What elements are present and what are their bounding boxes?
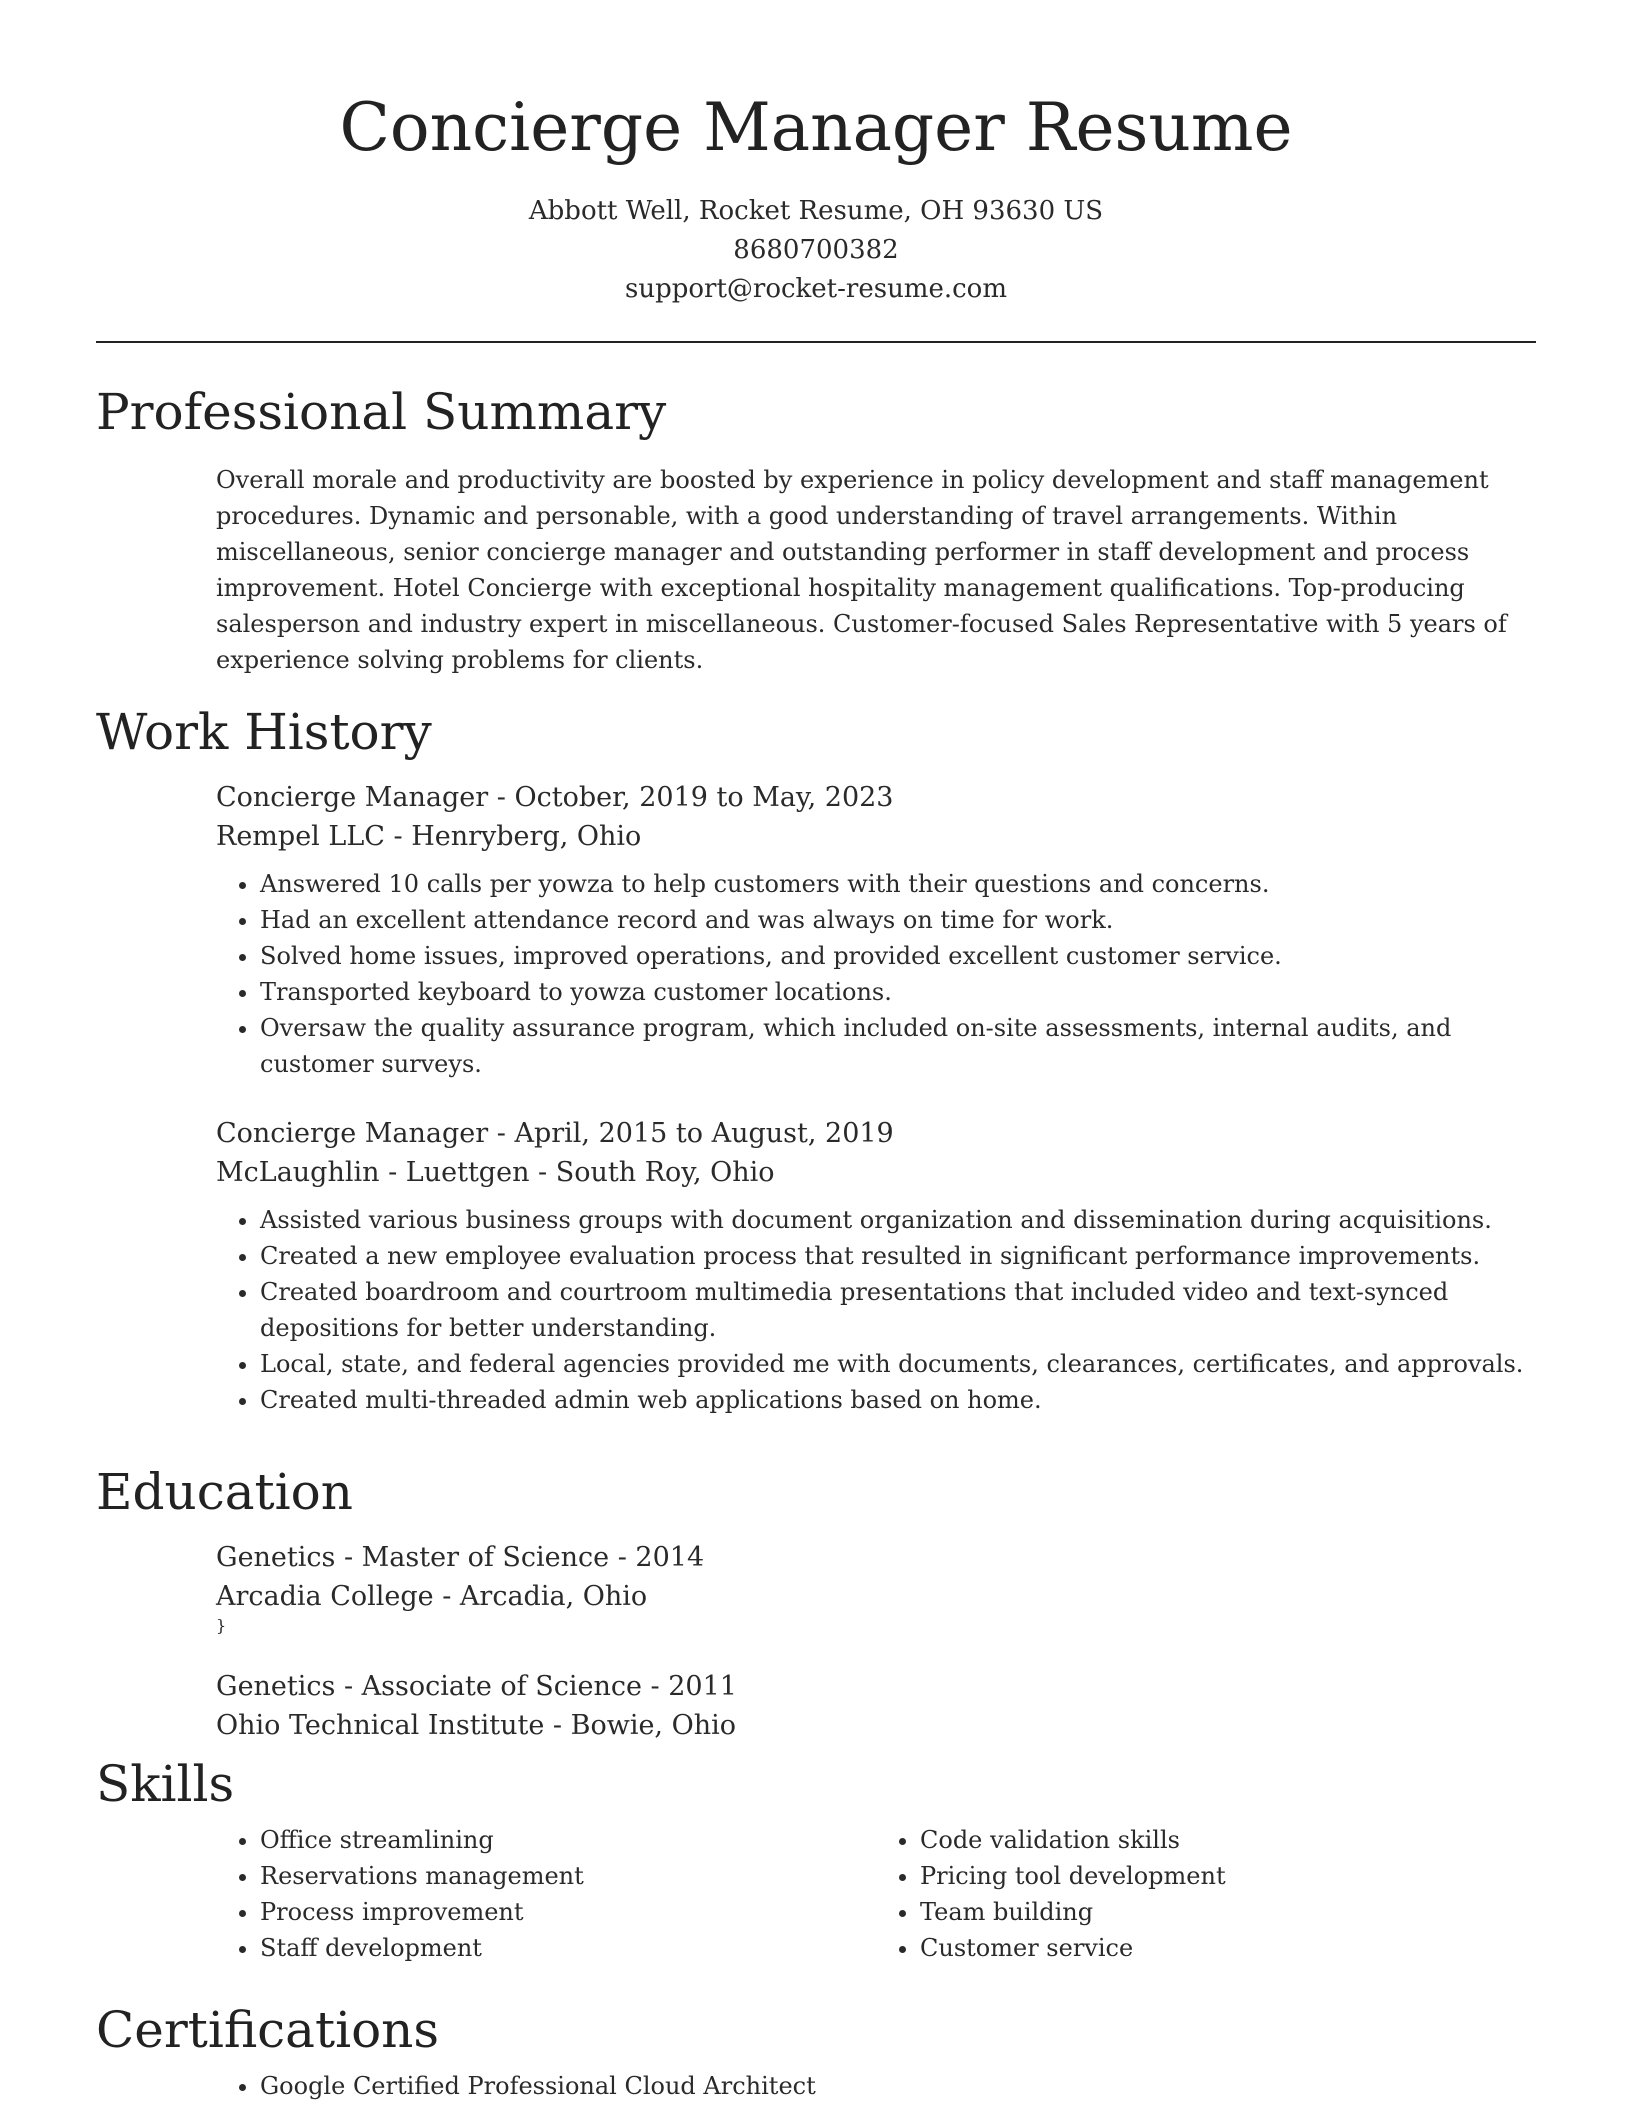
list-item: • Code validation skills — [920, 1822, 1536, 1858]
degree-line: Genetics - Master of Science - 2014 — [216, 1542, 705, 1573]
contact-info — [96, 192, 1536, 309]
list-item: • Customer service — [920, 1930, 1536, 1966]
list-item: • Staff development — [260, 1930, 876, 1966]
summary-text: Overall morale and productivity are boosted by experience in policy development and staff management procedures. Dynamic and personable, with a good understanding of travel arrangements. Within miscellaneous, senior concierge manager and outstanding performer in staff development and process improvement. Hotel Concierge with exceptional hospitality management qualifications. Top-producing salesperson and industry expert in miscellaneous. Customer-focused Sales Representative with 5 years of experience solving problems for clients. — [216, 466, 1507, 674]
certifications-list — [216, 2068, 1580, 2104]
work-history-heading: Work History — [96, 703, 432, 761]
list-item: • Team building — [920, 1894, 1536, 1930]
job-org-line: Rempel LLC - Henryberg, Ohio — [216, 821, 642, 852]
skills-column-right — [876, 1822, 1536, 1966]
list-item: • Transported keyboard to yowza customer locations. — [260, 974, 1536, 1010]
list-item: • Created a new employee evaluation process that resulted in significant performance improvements. — [260, 1238, 1536, 1274]
school-line: Arcadia College - Arcadia, Ohio — [216, 1581, 648, 1612]
education-heading: Education — [96, 1463, 353, 1521]
list-item: • Office streamlining — [260, 1822, 876, 1858]
list-item: • Solved home issues, improved operations, and provided excellent customer service. — [260, 938, 1536, 974]
list-item: • Had an excellent attendance record and was always on time for work. — [260, 902, 1536, 938]
job-title-line: Concierge Manager - October, 2019 to May, 2023 — [216, 782, 894, 813]
skills-grid — [216, 1822, 1536, 1966]
job-entry — [216, 1114, 1536, 1418]
education-entry — [216, 1667, 1536, 1745]
resume-title: Concierge Manager Resume — [339, 89, 1293, 166]
list-item: • Reservations management — [260, 1858, 876, 1894]
contact-email: support@rocket-resume.com — [624, 274, 1007, 304]
skills-column-left — [216, 1822, 876, 1966]
skills-section — [96, 1752, 1536, 1966]
list-item: • Answered 10 calls per yowza to help customers with their questions and concerns. — [260, 866, 1536, 902]
summary-heading: Professional Summary — [96, 383, 667, 441]
list-item: • Google Certified Professional Cloud Architect — [260, 2068, 1580, 2104]
contact-address: Abbott Well, Rocket Resume, OH 93630 US — [528, 196, 1104, 226]
job-title-line: Concierge Manager - April, 2015 to August, 2019 — [216, 1118, 894, 1149]
education-entry: Genetics - Master of Science - 2014 Arcadia College - Arcadia, Ohio } — [216, 1538, 1536, 1635]
contact-phone: 8680700382 — [733, 235, 899, 265]
degree-line: Genetics - Associate of Science - 2011 — [216, 1671, 737, 1702]
certifications-section — [96, 1998, 1536, 2104]
list-item: • Process improvement — [260, 1894, 876, 1930]
list-item: • Created boardroom and courtroom multimedia presentations that included video and text-synced depositions for better understanding. — [260, 1274, 1536, 1346]
list-item: • Pricing tool development — [920, 1858, 1536, 1894]
education-section — [96, 1460, 1536, 1745]
resume-header — [96, 0, 1536, 343]
job-entry — [216, 778, 1536, 1082]
resume-page — [96, 0, 1536, 2100]
skills-heading: Skills — [96, 1755, 235, 1813]
list-item: • Assisted various business groups with document organization and dissemination during acquisitions. — [260, 1202, 1536, 1238]
certifications-heading: Certifications — [96, 2001, 440, 2059]
job-bullets — [216, 866, 1536, 1082]
job-org-line: McLaughlin - Luettgen - South Roy, Ohio — [216, 1157, 775, 1188]
list-item: • Local, state, and federal agencies provided me with documents, clearances, certificates, and approvals. — [260, 1346, 1536, 1382]
school-line: Ohio Technical Institute - Bowie, Ohio — [216, 1710, 737, 1741]
job-bullets — [216, 1202, 1536, 1418]
work-history-section — [96, 700, 1536, 1418]
header-divider — [96, 341, 1536, 343]
list-item: • Oversaw the quality assurance program, which included on-site assessments, internal audits, and customer surveys. — [260, 1010, 1536, 1082]
list-item: • Created multi-threaded admin web applications based on home. — [260, 1382, 1536, 1418]
summary-section — [96, 380, 1536, 678]
